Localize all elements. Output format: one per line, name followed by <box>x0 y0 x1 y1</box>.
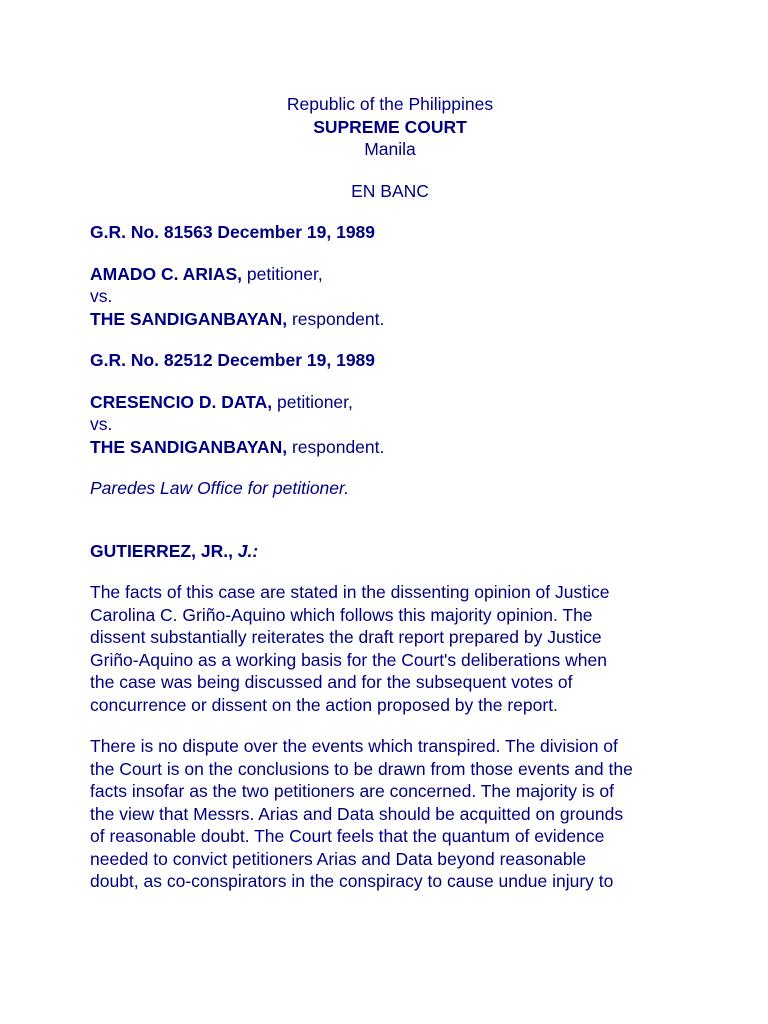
case-1-respondent <box>90 308 690 331</box>
republic-line: Republic of the Philippines <box>286 94 494 114</box>
case-2 <box>90 349 690 458</box>
ponente-title: J.: <box>232 540 259 561</box>
case-1 <box>90 221 690 330</box>
paragraph-line: the case was being discussed and for the subsequent votes of <box>90 672 573 692</box>
case-2-vs: vs. <box>90 414 113 434</box>
case-2-petitioner-role: petitioner, <box>272 391 353 412</box>
counsel-line: Paredes Law Office for petitioner. <box>90 478 350 498</box>
paragraph-line: of reasonable doubt. The Court feels that the quantum of evidence <box>90 826 605 846</box>
paragraph-line: concurrence or dissent on the action proposed by the report. <box>90 694 558 715</box>
case-2-petitioner <box>90 391 690 414</box>
paragraph-line: The facts of this case are stated in the dissenting opinion of Justice <box>90 582 610 602</box>
document-header <box>90 93 690 202</box>
case-1-respondent-role: respondent. <box>287 308 385 329</box>
case-1-petitioner-name: AMADO C. ARIAS, <box>90 263 242 284</box>
paragraph-line: There is no dispute over the events which transpired. The division of <box>90 736 618 756</box>
case-1-number: G.R. No. 81563 December 19, 1989 <box>90 222 376 242</box>
paragraph-line: dissent substantially reiterates the draft report prepared by Justice <box>90 627 602 647</box>
paragraph-line: Griño-Aquino as a working basis for the Court's deliberations when <box>90 649 607 670</box>
paragraph-line: Carolina C. Griño-Aquino which follows this majority opinion. The <box>90 604 593 625</box>
ponente-name: GUTIERREZ, JR., <box>90 540 233 561</box>
case-2-petitioner-name: CRESENCIO D. DATA, <box>90 391 273 412</box>
paragraph-line: needed to convict petitioners Arias and Data beyond reasonable <box>90 848 587 869</box>
court-city: Manila <box>364 139 416 159</box>
paragraph-1 <box>90 581 690 716</box>
paragraph-line: facts insofar as the two petitioners are concerned. The majority is of <box>90 781 614 801</box>
ponente-line <box>90 540 690 563</box>
case-1-respondent-name: THE SANDIGANBAYAN, <box>90 308 288 329</box>
paragraph-line: the view that Messrs. Arias and Data should be acquitted on grounds <box>90 803 624 824</box>
case-1-petitioner <box>90 263 690 286</box>
case-1-vs: vs. <box>90 286 113 306</box>
division-label: EN BANC <box>351 180 429 201</box>
document-page <box>90 93 690 893</box>
paragraph-line: the Court is on the conclusions to be drawn from those events and the <box>90 758 633 779</box>
paragraph-2 <box>90 735 690 893</box>
case-2-respondent-role: respondent. <box>287 436 385 457</box>
case-2-respondent <box>90 436 690 459</box>
case-2-number: G.R. No. 82512 December 19, 1989 <box>90 350 376 370</box>
case-1-petitioner-role: petitioner, <box>242 263 323 284</box>
court-name: SUPREME COURT <box>313 116 467 137</box>
case-2-respondent-name: THE SANDIGANBAYAN, <box>90 436 288 457</box>
paragraph-line: doubt, as co-conspirators in the conspiracy to cause undue injury to <box>90 871 614 891</box>
